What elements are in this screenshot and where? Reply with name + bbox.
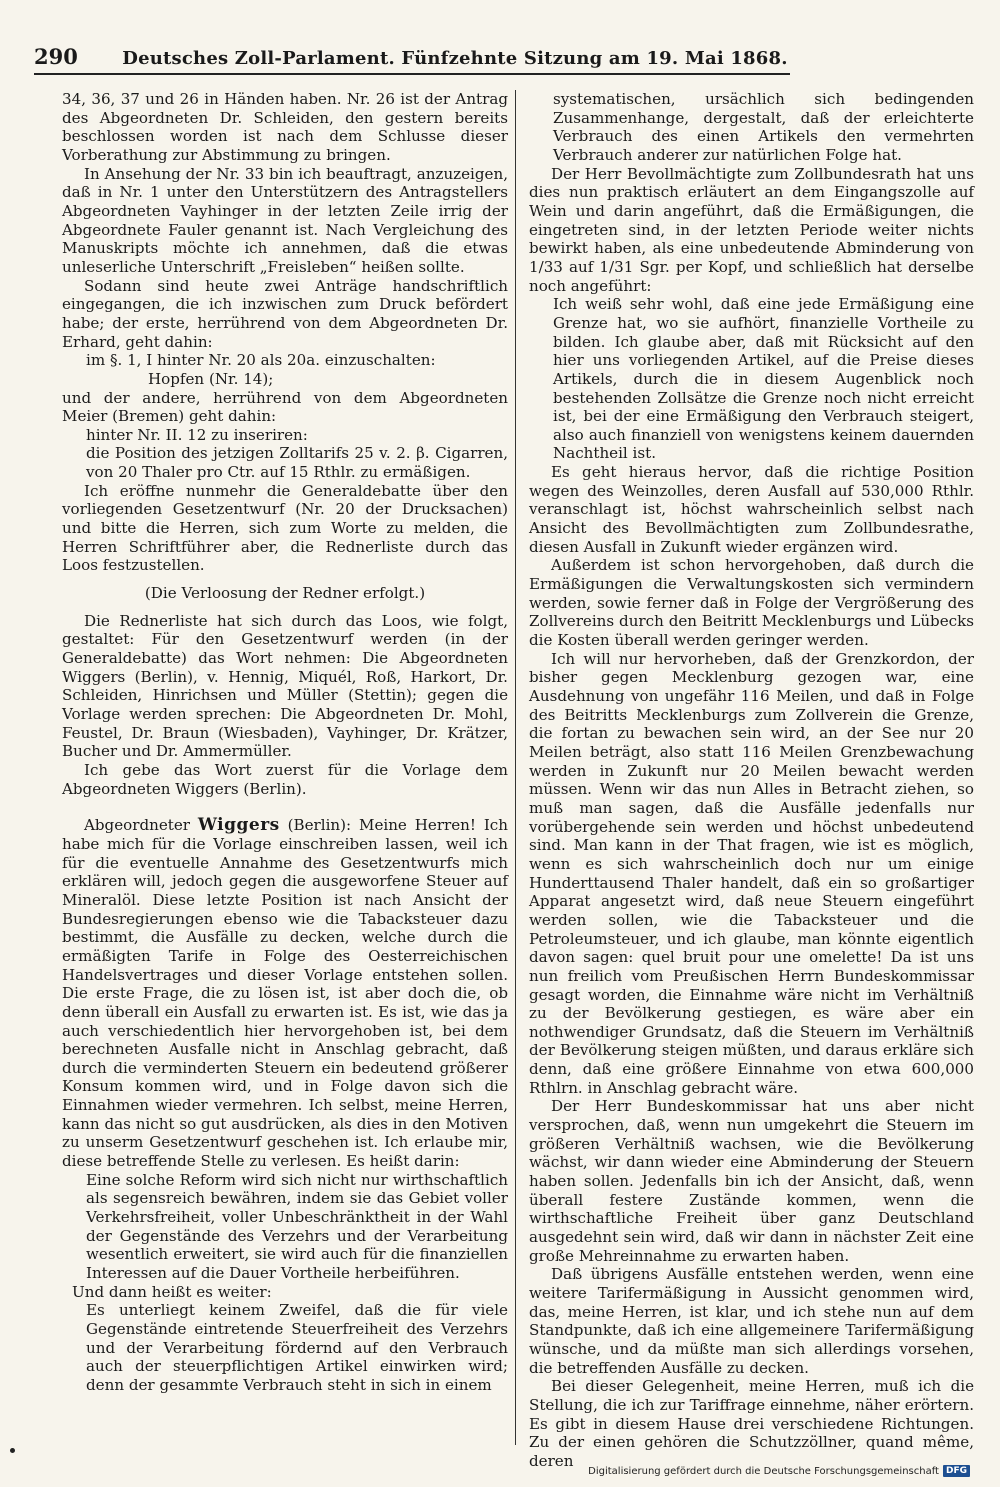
paragraph: und der andere, herrührend von dem Abgeordneten Meier (Bremen) geht dahin: [62, 388, 508, 426]
paragraph: Bei dieser Gelegenheit, meine Herren, muß ich die Stellung, die ich zur Tariffrage einnehme, näher erörtern. Es gibt in diesem Hause drei verschiedene Richtungen. Zu der einen gehören die Schutzzöllner, quand même, deren [529, 1377, 974, 1470]
paragraph: Daß übrigens Ausfälle entstehen werden, wenn eine weitere Tarifermäßigung in Aussicht genommen wird, das, meine Herren, ist klar, und ich stehe nun auf dem Standpunkte, daß ich eine allgemeinere Tarifermäßigung wünsche, und da müßte man sich allerdings vorsehen, die betreffenden Ausfälle zu decken. [529, 1265, 974, 1377]
paragraph: Die Rednerliste hat sich durch das Loos, wie folgt, gestaltet: Für den Gesetzentwurf werden (in der Generaldebatte) das Wort nehmen: Die Abgeordneten Wiggers (Berlin), v. Hennig, Miquél, Roß, Harkort, Dr. Schleiden, Hinrichsen und Müller (Stettin); gegen die Vorlage werden sprechen: Die Abgeordneten Dr. Mohl, Feustel, Dr. Braun (Wiesbaden), Vayhinger, Dr. Krätzer, Bucher und Dr. Ammermüller. [62, 611, 508, 761]
speech-text: Meine Herren! Ich habe mich für die Vorlage einschreiben lassen, weil ich für die eventuelle Annahme des Gesetzentwurfs mich erklären will, jedoch gegen die ausgeworfene Steuer auf Mineralöl. Diese letzte Position ist nach Ansicht der Bundesregierungen ebenso wie die Tabacksteuer dazu bestimmt, die Ausfälle zu decken, welche durch die ermäßigten Tarife in Folge des Oesterreichischen Handelsvertrages und dieser Vorlage entstehen sollen. Die erste Frage, die zu lösen ist, ist aber doch die, ob denn überall ein Ausfall zu erwarten ist. Es ist, wie das ja auch verschiedentlich hier hervorgehoben ist, bei dem berechneten Ausfalle nicht in Anschlag gebracht, daß durch die verminderten Steuern ein bedeutend größerer Konsum kommen wird, und in Folge davon sich die Einnahmen wieder vermehren. Ich selbst, meine Herren, kann das nicht so gut ausdrücken, als dies in den Motiven zu unserm Gesetzentwurf geschehen ist. Ich erlaube mir, diese betreffende Stelle zu verlesen. Es heißt darin: [62, 816, 508, 1171]
paragraph: In Ansehung der Nr. 33 bin ich beauftragt, anzuzeigen, daß in Nr. 1 unter den Unterstützern des Antragstellers Abgeordneten Vayhinger in der letzten Zeile irrig der Abgeordnete Fauler genannt ist. Nach Vergleichung des Manuskripts möchte ich annehmen, daß die etwas unleserliche Unterschrift „Freisleben“ heißen sollte. [62, 164, 508, 276]
paragraph: 34, 36, 37 und 26 in Händen haben. Nr. 26 ist der Antrag des Abgeordneten Dr. Schleiden, den gestern bereits beschlossen worden ist nach dem Schlusse dieser Vorberathung zur Abstimmung zu bringen. [62, 90, 508, 164]
left-column [62, 90, 508, 1395]
page-header [34, 44, 790, 75]
page-number: 290 [34, 44, 78, 69]
speaker-prefix: Abgeordneter [84, 816, 190, 835]
paragraph: Der Herr Bundeskommissar hat uns aber nicht versprochen, daß, wenn nun umgekehrt die Steuern im größeren Verhältniß wachsen, wie die Bevölkerung wächst, wir dann wieder eine Abminderung der Steuern haben sollen. Jedenfalls bin ich der Ansicht, daß, wenn überall festere Zustände kommen, wenn die wirthschaftliche Freiheit über ganz Deutschland ausgedehnt sein wird, daß wir dann in nächster Zeit eine große Mehreinnahme zu erwarten haben. [529, 1097, 974, 1265]
quotation: systematischen, ursächlich sich bedingenden Zusammenhange, dergestalt, daß der erleichterte Verbrauch des einen Artikels den vermehrten Verbrauch anderer zur natürlichen Folge hat. [553, 90, 974, 164]
paragraph: Außerdem ist schon hervorgehoben, daß durch die Ermäßigungen die Verwaltungskosten sich vermindern werden, sowie ferner daß in Folge der Vergrößerung des Zollvereins durch den Beitritt Mecklenburgs und Lübecks die Kosten überall werden geringer werden. [529, 556, 974, 650]
stage-direction: (Die Verloosung der Redner erfolgt.) [144, 584, 426, 603]
speaker-name: Wiggers [197, 815, 280, 836]
quotation: Es unterliegt keinem Zweifel, daß die für viele Gegenstände eintretende Steuerfreiheit des Verzehrs und der Verarbeitung fördernd auf den Verbrauch auch der steuerpflichtigen Artikel einwirken wird; denn der gesammte Verbrauch steht in sich in einem [86, 1301, 508, 1394]
paragraph: Sodann sind heute zwei Anträge handschriftlich eingegangen, die ich inzwischen zum Druck befördert habe; der erste, herrührend von dem Abgeordneten Dr. Erhard, geht dahin: [62, 276, 508, 351]
running-title: Deutsches Zoll-Parlament. Fünfzehnte Sitzung am 19. Mai 1868. [122, 48, 788, 69]
digitization-credit [588, 1465, 970, 1477]
motion-text: im §. 1, I hinter Nr. 20 als 20a. einzuschalten: [86, 351, 436, 370]
speech-paragraph [62, 816, 508, 1170]
paragraph: Der Herr Bevollmächtigte zum Zollbundesrath hat uns dies nun praktisch erläutert an dem Eingangszolle auf Wein und darin angeführt, daß die Ermäßigungen, die eingetreten sind, in der letzten Periode weiter nichts bewirkt haben, als eine unbedeutende Abminderung von 1/33 auf 1/31 Sgr. per Kopf, und schließlich hat derselbe noch angeführt: [529, 164, 974, 295]
right-column [529, 90, 974, 1471]
paragraph: Ich gebe das Wort zuerst für die Vorlage dem Abgeordneten Wiggers (Berlin). [62, 760, 508, 798]
quotation: Ich weiß sehr wohl, daß eine jede Ermäßigung eine Grenze hat, wo sie aufhört, finanzielle Vortheile zu bilden. Ich glaube aber, daß mit Rücksicht auf den hier uns vorliegenden Artikel, auf die Preise dieses Artikels, durch die in diesem Augenblick noch bestehenden Zollsätze die Grenze noch nicht erreicht ist, bei der eine Ermäßigung den Verbrauch steigert, also auch finanziell von wenigstens keinem dauernden Nachtheil ist. [553, 295, 974, 463]
motion-text: hinter Nr. II. 12 zu inseriren: [86, 425, 308, 444]
paragraph: Und dann heißt es weiter: [72, 1282, 272, 1301]
paragraph: Ich will nur hervorheben, daß der Grenzkordon, der bisher gegen Mecklenburg gezogen war, eine Ausdehnung von ungefähr 116 Meilen, und daß in Folge des Beitritts Mecklenburgs zum Zollverein die Grenze, die fortan zu bewachen sein wird, an der See nur 20 Meilen beträgt, also statt 116 Meilen Grenzbewachung werden in Zukunft nur 20 Meilen bewacht werden müssen. Wenn wir das nun Alles in Betracht ziehen, so muß man sagen, daß die Ausfälle jedenfalls nur vorübergehende sein werden und höchst unbedeutend sind. Man kann in der That fragen, wie ist es möglich, wenn es sich wahrscheinlich doch nur um einige Hunderttausend Thaler handelt, daß ein so großartiger Apparat angesetzt wird, daß neue Steuern eingeführt werden sollen, wie die Tabacksteuer und die Petroleumsteuer, und ich glaube, man könnte eigentlich davon sagen: quel bruit pour une omelette! Da ist uns nun freilich vom Preußischen Herrn Bundeskommissar gesagt worden, die Einnahme wäre nicht im Verhältniß zu der Bevölkerung gestiegen, es wäre aber ein nothwendiger Grundsatz, daß die Steuern im Verhältniß der Bevölkerung steigen müßten, und daraus erkläre sich denn, daß eine größere Einnahme von etwa 600,000 Rthlrn. in Anschlag gebracht wäre. [529, 649, 974, 1097]
column-divider [515, 90, 516, 1445]
margin-mark [10, 1448, 15, 1453]
motion-text: Hopfen (Nr. 14); [148, 369, 274, 388]
quotation: Eine solche Reform wird sich nicht nur wirthschaftlich als segensreich bewähren, indem sie das Gebiet voller Verkehrsfreiheit, voller Unbeschränktheit in der Wahl der Gegenstände des Verzehrs und der Verarbeitung wesentlich erweitert, sie wird auch für die finanziellen Interessen auf die Dauer Vortheile herbeiführen. [86, 1170, 508, 1283]
credit-text: Digitalisierung gefördert durch die Deutsche Forschungsgemeinschaft [588, 1465, 939, 1477]
speaker-suffix: (Berlin): [287, 816, 352, 835]
dfg-logo-icon: DFG [943, 1465, 970, 1477]
motion-text: die Position des jetzigen Zolltarifs 25 v. 2. β. Cigarren, von 20 Thaler pro Ctr. auf 15 Rthlr. zu ermäßigen. [86, 444, 508, 482]
paragraph: Es geht hieraus hervor, daß die richtige Position wegen des Weinzolles, deren Ausfall auf 530,000 Rthlr. veranschlagt ist, höchst wahrscheinlich selbst nach Ansicht des Bevollmächtigten zum Zollbundesrathe, diesen Ausfall in Zukunft wieder ergänzen wird. [529, 463, 974, 556]
paragraph: Ich eröffne nunmehr die Generaldebatte über den vorliegenden Gesetzentwurf (Nr. 20 der Drucksachen) und bitte die Herren, sich zum Worte zu melden, die Herren Schriftführer aber, die Rednerliste durch das Loos festzustellen. [62, 481, 508, 575]
